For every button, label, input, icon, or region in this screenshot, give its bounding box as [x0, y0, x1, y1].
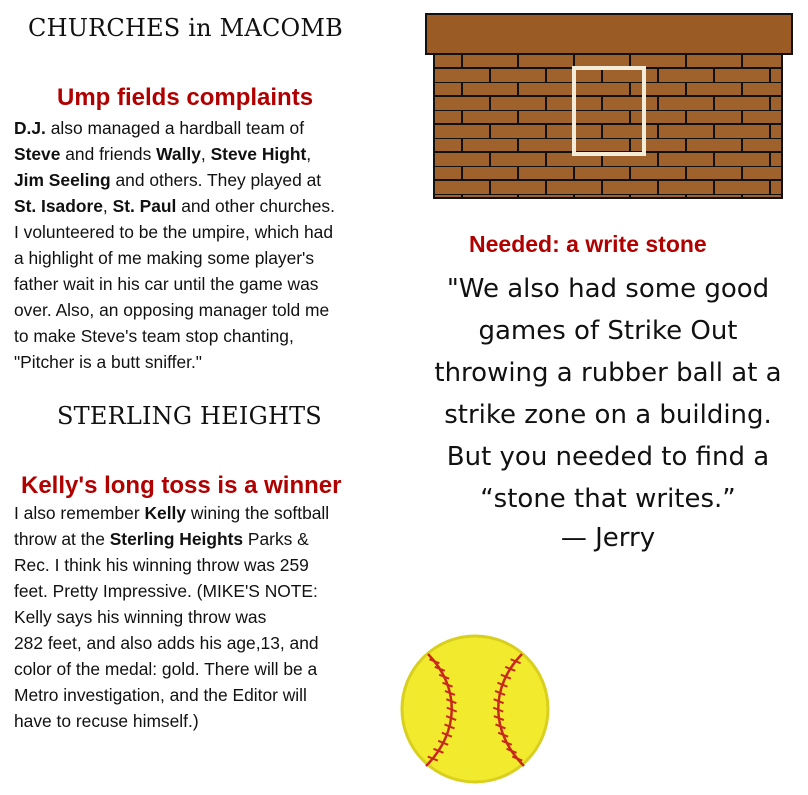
quote-line: "We also had some good — [446, 274, 770, 304]
quote-line: throwing a rubber ball at a — [434, 358, 782, 388]
text-line: over. Also, an opposing manager told me — [14, 300, 330, 320]
text-line: I also remember Kelly wining the softball — [14, 503, 330, 523]
text-line: Steve and friends Wally, Steve Hight, — [14, 144, 312, 164]
text-line: color of the medal: gold. There will be a — [14, 659, 318, 679]
quote-line: strike zone on a building. — [444, 400, 772, 430]
quote-line: games of Strike Out — [478, 316, 738, 346]
text-line: 282 feet, and also adds his age,13, and — [14, 633, 319, 653]
roof-ledge — [426, 14, 792, 54]
text-line: a highlight of me making some player's — [14, 248, 315, 268]
quote-line: But you needed to find a — [446, 442, 770, 472]
text-line: feet. Pretty Impressive. (MIKE'S NOTE: — [14, 581, 318, 601]
article-title-write-stone: Needed: a write stone — [469, 231, 707, 257]
text-line: "Pitcher is a butt sniffer." — [14, 352, 202, 372]
section-heading-sterling: STERLING HEIGHTS — [57, 402, 322, 430]
text-line: Rec. I think his winning throw was 259 — [14, 555, 309, 575]
quote-attribution: — Jerry — [560, 523, 656, 553]
jerry-quote — [412, 268, 804, 520]
softball-illustration — [398, 632, 552, 786]
brick-wall-illustration — [420, 12, 794, 200]
text-line: D.J. also managed a hardball team of — [14, 118, 305, 138]
wall-body — [434, 54, 782, 198]
text-line: Kelly says his winning throw was — [14, 607, 267, 627]
text-line: father wait in his car until the game was — [14, 274, 319, 294]
text-line: Metro investigation, and the Editor will — [14, 685, 307, 705]
article-title-ump: Ump fields complaints — [57, 84, 314, 111]
quote-line: “stone that writes.” — [480, 484, 736, 514]
section-heading-churches: CHURCHES in MACOMB — [28, 14, 343, 42]
softball-body — [402, 636, 548, 782]
article-body-ump — [14, 115, 335, 375]
text-line: have to recuse himself.) — [14, 711, 199, 731]
text-line: I volunteered to be the umpire, which had — [14, 222, 334, 242]
text-line: to make Steve's team stop chanting, — [14, 326, 294, 346]
text-line: St. Isadore, St. Paul and other churches. — [14, 196, 335, 216]
article-title-kelly: Kelly's long toss is a winner — [21, 472, 342, 499]
text-line: throw at the Sterling Heights Parks & — [14, 529, 309, 549]
article-body-kelly — [14, 500, 329, 734]
text-line: Jim Seeling and others. They played at — [14, 170, 322, 190]
